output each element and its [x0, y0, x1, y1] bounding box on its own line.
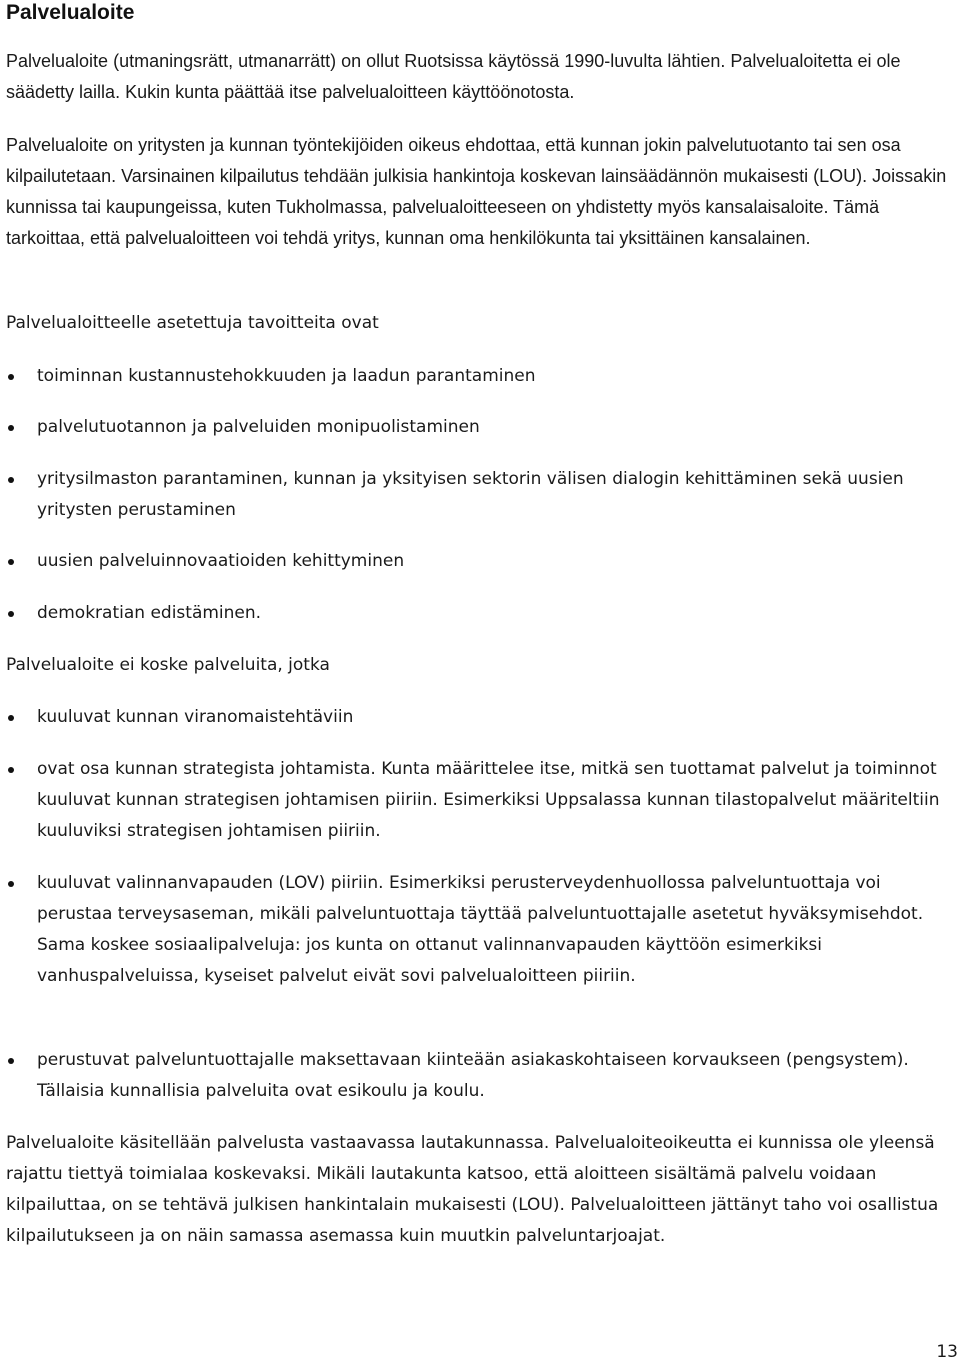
- exclusion-text: perustuvat palveluntuottajalle maksettavaan kiinteään asiakaskohtaiseen korvaukseen (pengsystem). Tällaisia kunnallisia palveluita ovat esikoulu ja koulu.: [37, 1050, 909, 1101]
- bullet-icon: [8, 1058, 14, 1064]
- bullet-icon: [8, 559, 14, 565]
- exclusion-list-item: [6, 1045, 954, 1107]
- goal-text: toiminnan kustannustehokkuuden ja laadun parantaminen: [37, 366, 536, 386]
- page-title: Palvelualoite: [6, 1, 135, 24]
- bullet-icon: [8, 611, 14, 617]
- intro-paragraph-1: Palvelualoite (utmaningsrätt, utmanarrätt) on ollut Ruotsissa käytössä 1990-luvulta lähtien. Palvelualoitetta ei ole säädetty lailla. Kukin kunta päättää itse palvelualoitteen käyttöönotosta.: [6, 51, 901, 102]
- goal-list-item: [6, 546, 954, 577]
- exclusion-text: kuuluvat kunnan viranomaistehtäviin: [37, 707, 354, 727]
- bullet-icon: [8, 477, 14, 483]
- exclusions-heading: Palvelualoite ei koske palveluita, jotka: [6, 655, 330, 675]
- goal-text: yritysilmaston parantaminen, kunnan ja yksityisen sektorin välisen dialogin kehittäminen sekä uusien yritysten perustaminen: [37, 469, 904, 520]
- bullet-icon: [8, 715, 14, 721]
- exclusion-text: kuuluvat valinnanvapauden (LOV) piiriin. Esimerkiksi perusterveydenhuollossa palveluntuottaja voi perustaa terveysaseman, mikäli palveluntuottaja täyttää palveluntuottajalle asetetut hyväksymisehdot. Sama koskee sosiaalipalveluja: jos kunta on ottanut valinnanvapauden käyttöön esimerkiksi vanhuspalveluissa, kyseiset palvelut eivät sovi palvelualoitteen piiriin.: [37, 873, 924, 986]
- intro-paragraph-2: Palvelualoite on yritysten ja kunnan työntekijöiden oikeus ehdottaa, että kunnan jokin palvelutuotanto tai sen osa kilpailutetaan. Varsinainen kilpailutus tehdään julkisia hankintoja koskevan lainsäädännön mukaisesti (LOU). Joissakin kunnissa tai kaupungeissa, kuten Tukholmassa, palvelualoitteeseen on yhdistetty myös kansalaisaloite. Tämä tarkoittaa, että palvelualoitteen voi tehdä yritys, kunnan oma henkilökunta tai yksittäinen kansalainen.: [6, 135, 947, 248]
- goal-text: uusien palveluinnovaatioiden kehittyminen: [37, 551, 405, 571]
- exclusion-list-item: [6, 868, 954, 992]
- exclusion-text: ovat osa kunnan strategista johtamista. Kunta määrittelee itse, mitkä sen tuottamat palvelut ja toiminnot kuuluvat kunnan strategisen johtamisen piiriin. Esimerkiksi Uppsalassa kunnan tilastopalvelut määriteltiin kuuluviksi strategisen johtamisen piiriin.: [37, 759, 940, 841]
- goals-heading: Palvelualoitteelle asetettuja tavoitteita ovat: [6, 313, 379, 333]
- bullet-icon: [8, 881, 14, 887]
- exclusion-list-item: [6, 702, 954, 733]
- bullet-icon: [8, 425, 14, 431]
- goal-text: palvelutuotannon ja palveluiden monipuolistaminen: [37, 417, 480, 437]
- goal-list-item: [6, 464, 954, 526]
- bullet-icon: [8, 374, 14, 380]
- goal-text: demokratian edistäminen.: [37, 603, 262, 623]
- goal-list-item: [6, 361, 954, 392]
- bullet-icon: [8, 767, 14, 773]
- goal-list-item: [6, 598, 954, 629]
- exclusion-list-item: [6, 754, 954, 847]
- page-number: 13: [936, 1342, 958, 1362]
- document-page: [6, 0, 954, 1246]
- closing-paragraph: Palvelualoite käsitellään palvelusta vastaavassa lautakunnassa. Palvelualoiteoikeutta ei kunnissa ole yleensä rajattu tiettyä toimialaa koskevaksi. Mikäli lautakunta katsoo, että aloitteen sisältämä palvelu voidaan kilpailuttaa, on se tehtävä julkisen hankintalain mukaisesti (LOU). Palvelualoitteen jättänyt taho voi osallistua kilpailutukseen ja on näin samassa asemassa kuin muutkin palveluntarjoajat.: [6, 1133, 939, 1246]
- goal-list-item: [6, 412, 954, 443]
